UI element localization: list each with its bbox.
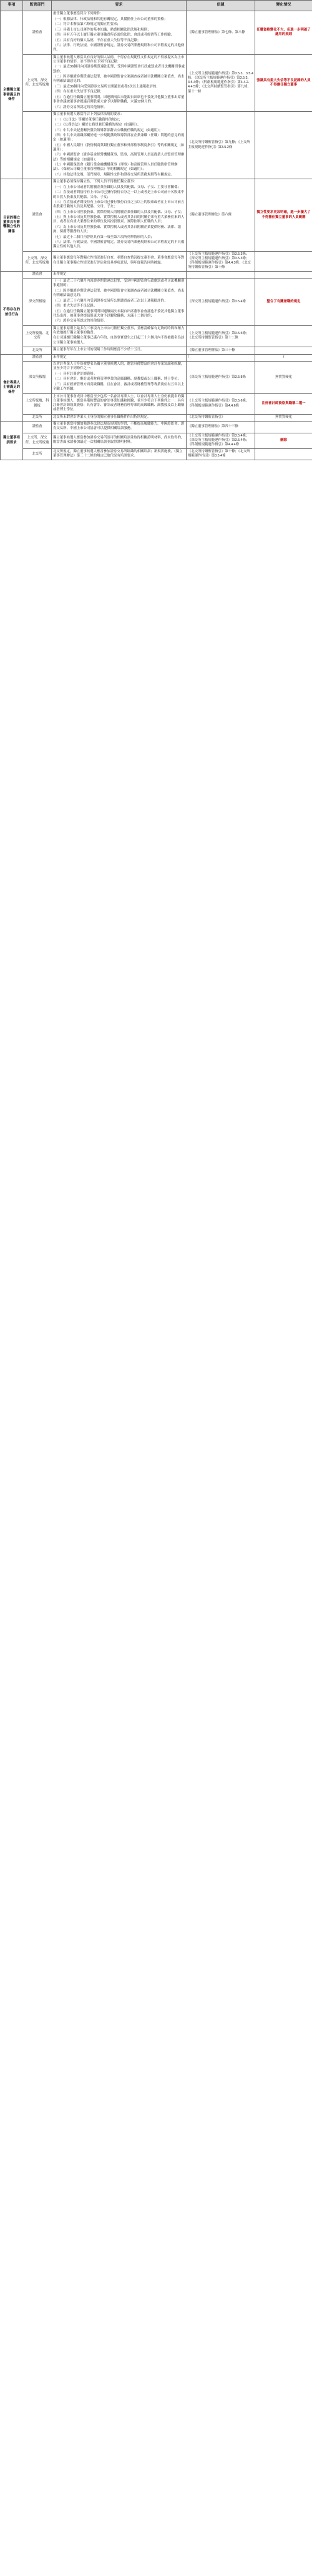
- requirement-paragraph: （六）證券交易所認定的其他情形。: [53, 105, 107, 109]
- item-cell: 不得存在的兼任行為: [1, 271, 23, 354]
- header-basis: 依據: [187, 1, 255, 11]
- basis-cell: 《獨立董事管理辦法》第三十條: [187, 347, 255, 355]
- requirement-paragraph: （四）在上市公司控股股東、實際控制人的附屬企業任職的人員及其配偶、父母、子女；: [53, 210, 185, 214]
- regulator-cell: 北交所: [23, 347, 52, 355]
- table-row: [1, 354, 312, 362]
- requirement-cell: [52, 279, 187, 326]
- requirement-paragraph: 獨立董事每年在上市公司的現場工作時間應當不少於十五日。: [53, 348, 144, 352]
- table-row: [1, 54, 312, 111]
- requirement-paragraph: （四）中共中央組織部關於進一步規範黨政領導幹部在企業兼職（任職）問題的意見的規定（如適用）；: [53, 134, 185, 142]
- basis-cell: 《上交所主板規範運作指引》第3.5.4條；《深交所主板規範運作指引》第3.5.4條；《科創板規範運作指引》第4.4.4條: [187, 433, 255, 448]
- requirement-paragraph: （三）在直接或者間接持有上市公司已發行股份百分之五以上的股東或者在上市公司前五名股東任職的人員及其配偶、父母、子女；: [53, 200, 185, 209]
- requirement-paragraph: （四）重大失信等不良記錄；: [53, 304, 97, 308]
- regulator-cell: 深交所板塊: [23, 279, 52, 326]
- requirement-paragraph: （四）存在重大失信等不良記錄；: [53, 90, 104, 94]
- requirement-paragraph: 獨立董事應當持續加強證券法律法規及規則的學習，不斷提高履職能力。中國證監會、證券交易所、中國上市公司協會可以提供相關培訓服務。: [53, 422, 185, 431]
- requirement-paragraph: （五）在過往任職獨立董事期間因連續兩次未親自出席董事會會議也不委託其他獨立董事代為出席，被董事會提請股東大會予以解除職務，未滿十二個月的；: [53, 309, 185, 318]
- regulator-cell: 證監會: [23, 179, 52, 252]
- regulator-cell: 北交所: [23, 448, 52, 460]
- table-row: [1, 422, 312, 433]
- requirement-paragraph: （二）因涉嫌證券期貨違法犯罪，被中國證監會立案調查或者被司法機關立案偵查，尚未有明確結論意見的；: [53, 289, 185, 298]
- requirement-paragraph: 上市公司董事會成員中應當至少包括一名會計專業人士。以會計專業人士身份被提名的獨立董事候選人，應當具備較豐富的會計專業知識和經驗，並至少符合下列條件之一：具有註冊會計師執業資格；具有會計、審計或者財務管理專業的高級職稱、副教授及以上職稱或者博士學位。: [53, 394, 185, 412]
- header-requirement: 要求: [52, 1, 187, 11]
- requirement-paragraph: 以會計專業人士身份被提名為獨立董事候選人的，應當具備豐富的會計專業知識和經驗，並至少符合下列條件之一：: [53, 362, 185, 371]
- basis-cell: 《上交所主板規範運作指引》第3.5.5條；《北交所持續監管指引》第十二條: [187, 325, 255, 347]
- requirement-paragraph: 未作規定: [53, 355, 67, 359]
- requirement-paragraph: 獨立董事必須保持獨立性。下列人員不得擔任獨立董事：: [53, 180, 137, 184]
- basis-cell: 《北交所持續監管指引》第十條；《北交所規範運作指引》第3.5.4條: [187, 448, 255, 460]
- change-cell: [255, 271, 312, 279]
- requirement-cell: [52, 433, 187, 448]
- requirement-paragraph: （八）法律、行政法規、中國證監會規定、證券交易所業務規則和公司章程規定的不具備獨立性的其他人員。: [53, 240, 185, 249]
- requirement-paragraph: （五）中國人民銀行《股份制商業銀行獨立董事和外部監事制度指引》等的相關規定（如適用）；: [53, 143, 185, 152]
- regulator-cell: 上交所、深交所、北交所板塊: [23, 251, 52, 271]
- basis-cell: 《北交所持續監管指引》第九條；《上交所主板規範運作指引》第3.5.2條: [187, 112, 255, 179]
- change-cell: 強調具有重大失信等不良記錄的人員不得擔任獨立董事: [255, 54, 312, 111]
- requirement-paragraph: （三）最近36個月內受到證券交易所公開譴責或者3次以上通報批評的；: [53, 84, 160, 89]
- requirement-cell: [52, 251, 187, 271]
- requirement-paragraph: 獨立董事候選人應當具有良好的個人品德，不得存在規範性文件規定的不得被提名為上市公司董事的情形，並不得存在下列不良記錄：: [53, 55, 185, 64]
- requirement-paragraph: 在公司連續任職獨立董事已滿六年的，自該事實發生之日起三十六個月內不得被提名為該公司獨立董事候選人。: [53, 336, 185, 345]
- change-cell: [255, 112, 312, 179]
- requirement-paragraph: （七）中國銀保監會《銀行業金融機構董事（理事）和高級管理人員任職資格管理辦法》、《保險公司獨立董事管理辦法》等的相關規定（如適用）；: [53, 163, 178, 172]
- item-cell: 全體獨立董事需滿足的條件: [1, 11, 23, 179]
- requirement-paragraph: 未作規定: [53, 272, 67, 276]
- requirement-cell: [52, 54, 187, 111]
- requirement-paragraph: （五）在過往任職獨立董事期間，因連續兩次未能親自出席也不委託其他獨立董事出席董事會會議被董事會提議召開股東大會予以解除職務，未滿12個月的；: [53, 95, 185, 104]
- requirement-paragraph: （二）具有會計、審計或者財務管理專業的高級職稱、副教授或以上職稱、博士學位；: [53, 377, 181, 382]
- change-cell: 任職資格變化不大，但進一步明確了適用的規則: [255, 11, 312, 55]
- requirement-paragraph: 獨立董事候選人應當符合下列法律法規的要求：: [53, 112, 124, 117]
- item-cell: 目前的獨立董事具有影響獨立性的關係: [1, 179, 23, 271]
- requirement-cell: [52, 347, 187, 355]
- table-row: [1, 271, 312, 279]
- requirement-cell: [52, 393, 187, 414]
- basis-cell: /: [187, 354, 255, 362]
- table-row: [1, 325, 312, 347]
- regulator-cell: 上交所、深交所、北交所板塊: [23, 433, 52, 448]
- requirement-paragraph: （八）其他法律法規、部門規章、規範性文件和證券交易所業務規則等有關規定。: [53, 172, 175, 177]
- basis-cell: 《獨立董事管理辦法》第四十三條: [187, 422, 255, 433]
- basis-cell: 《北交所持續監管指引》: [187, 414, 255, 422]
- requirement-paragraph: （七）最近十二個月內曾經具有第一項至第六項所列舉情形的人員；: [53, 235, 154, 239]
- header-change: 變化情況: [255, 1, 312, 11]
- basis-cell: 《深交所主板規範運作指引》第3.5.8條: [187, 362, 255, 393]
- requirement-paragraph: （六）法律、行政法規、中國證監會規定、證券交易所業務規則和公司章程規定的其他條件。: [53, 44, 185, 52]
- requirement-paragraph: （一）最近36個月內因證券期貨違法犯罪，受到中國證監會行政處罰或者司法機關刑事處罰的；: [53, 65, 185, 74]
- basis-cell: 《上交所主板規範運作指引》第3.5.3條；《深交所主板規範運作指引》第3.5.3條；《科創板規範運作指引》第4.4.3條；《北交所持續監管指引》第十條: [187, 251, 255, 271]
- requirement-paragraph: （三）中共中央紀委關於黨員領導幹部辭去公職後任職的規定（如適用）；: [53, 128, 163, 132]
- change-cell: 獨立性要求更加明確，進一步擴大了不得擔任獨立董事的人員範圍: [255, 179, 312, 252]
- table-row: [1, 112, 312, 179]
- requirement-paragraph: （二）直接或者間接持有上市公司已發行股份百分之一以上或者是上市公司前十名股東中的自然人股東及其配偶、父母、子女；: [53, 190, 185, 199]
- requirement-paragraph: 北交所規定，獨立董事候選人應當參加證券交易所組織的相關培訓；新規實施後，《獨立董事管理辦法》第三十二條的規定已取代原有培訓要求。: [53, 449, 183, 458]
- table-header-row: [1, 1, 312, 11]
- table-row: [1, 11, 312, 55]
- requirement-paragraph: （二）因涉嫌證券期貨違法犯罪，被中國證監會立案調查或者被司法機關立案偵查，尚未有明確結論意見的；: [53, 75, 185, 84]
- requirement-paragraph: （三）具備上市公司運作的基本知識，熟悉相關法律法規和規則；: [53, 27, 151, 32]
- requirement-cell: [52, 325, 187, 347]
- requirement-cell: [52, 11, 187, 55]
- requirement-paragraph: （一）在上市公司或者其附屬企業任職的人員及其配偶、父母、子女、主要社會關係；: [53, 185, 181, 189]
- header-regulator: 監管部門: [23, 1, 52, 11]
- change-cell: 刪除: [255, 433, 312, 448]
- requirement-paragraph: （六）中國證監會《證券基金經營機構董事、監事、高級管理人員及從業人員監督管理辦法》等的相關規定（如適用）；: [53, 153, 185, 162]
- requirement-paragraph: （一）具有註冊會計師資格；: [53, 372, 97, 376]
- requirement-paragraph: 獨立董事候選人應當參加證券交易所認可的相關培訓並取得相關證明材料，尚未取得的，應當書面承諾參加最近一次相關培訓並取得證明材料。: [53, 435, 185, 445]
- change-cell: 無實質變化: [255, 414, 312, 422]
- change-cell: [255, 422, 312, 433]
- table-row: [1, 279, 312, 326]
- requirement-paragraph: （二）符合本辦法第六條規定的獨立性要求；: [53, 22, 120, 26]
- regulator-cell: 上交所、深交所、北交所板塊: [23, 54, 52, 111]
- basis-cell: [187, 271, 255, 279]
- requirement-cell: [52, 112, 187, 179]
- requirement-paragraph: （六）證券交易所認定的其他情形。: [53, 319, 107, 323]
- requirement-paragraph: （五）與上市公司及其控股股東、實際控制人或者其各自的附屬企業有重大業務往來的人員，或者在有重大業務往來的單位及其控股股東、實際控制人任職的人員；: [53, 215, 185, 224]
- requirement-cell: [52, 179, 187, 252]
- basis-cell: 《獨立董事管理辦法》第六條: [187, 179, 255, 252]
- change-cell: 整合了有關兼職的規定: [255, 279, 312, 326]
- requirement-paragraph: （三）具有經濟管理方面高級職稱，且在會計、審計或者財務管理等專業崗位有五年以上全職工作經驗。: [53, 382, 185, 392]
- table-body: [1, 11, 312, 460]
- regulator-cell: 上交所板塊、科創板: [23, 393, 52, 414]
- requirement-paragraph: （二）《公務員法》關於公務員兼任職務的規定（如適用）；: [53, 123, 141, 127]
- requirement-cell: [52, 362, 187, 393]
- requirement-paragraph: （六）為上市公司及其控股股東、實際控制人或者其各自附屬企業提供財務、法律、諮詢、保薦等服務的人員；: [53, 225, 181, 234]
- table-row: [1, 179, 312, 252]
- basis-cell: 《深交所主板規範運作指引》第3.5.4條: [187, 279, 255, 326]
- change-cell: 注冊會計師資格與職稱二選一: [255, 393, 312, 414]
- regulator-cell: [23, 112, 52, 179]
- regulator-cell: 北交所: [23, 414, 52, 422]
- item-cell: 獨立董事培訓要求: [1, 422, 23, 460]
- requirement-paragraph: 獨立董事應當每年對獨立性情況進行自查，並將自查情況提交董事會。董事會應當每年對在任獨立董事獨立性情況進行評估並出具專項意見，與年度報告同時披露。: [53, 256, 185, 265]
- requirement-paragraph: 北交所未對會計專業人士身份的獨立董事任職條件作出特別規定。: [53, 415, 151, 419]
- requirement-paragraph: （一）根據法律、行政法規和其他有關規定，具備擔任上市公司董事的資格；: [53, 17, 168, 21]
- requirement-cell: [52, 354, 187, 362]
- requirement-paragraph: （三）最近三十六個月內受到證券交易所公開譴責或者三次以上通報批評的；: [53, 299, 168, 303]
- requirement-paragraph: （一）最近三十六個月內因證券期貨違法犯罪，受到中國證監會行政處罰或者司法機關刑事處罰的；: [53, 279, 185, 288]
- table-row: [1, 433, 312, 448]
- table-row: [1, 414, 312, 422]
- regulator-cell: 證監會: [23, 11, 52, 55]
- requirement-cell: [52, 414, 187, 422]
- requirement-cell: [52, 448, 187, 460]
- change-cell: /: [255, 354, 312, 362]
- header-item: 事項: [1, 1, 23, 11]
- table-row: [1, 347, 312, 355]
- regulator-cell: 證監會: [23, 422, 52, 433]
- basis-cell: 《獨立董事管理辦法》第七條、第八條: [187, 11, 255, 55]
- change-cell: [255, 347, 312, 355]
- item-cell: 會計專業人士需滿足的條件: [1, 354, 23, 422]
- regulator-cell: 深交所板塊: [23, 362, 52, 393]
- requirement-paragraph: （四）具有五年以上履行獨立董事職責所必需的法律、會計或者經濟等工作經驗；: [53, 33, 175, 37]
- change-cell: [255, 251, 312, 271]
- regulation-comparison-table: [0, 0, 312, 460]
- regulator-cell: 證監會: [23, 354, 52, 362]
- requirement-paragraph: （五）具有良好的個人品德，不存在重大失信等不良記錄；: [53, 38, 141, 42]
- regulator-cell: 上交所板塊、北交所: [23, 325, 52, 347]
- regulator-cell: 證監會: [23, 271, 52, 279]
- requirement-paragraph: （一）《公司法》等關於董事任職資格的規定；: [53, 117, 122, 122]
- requirement-paragraph: 擔任獨立董事應當符合下列條件：: [53, 12, 104, 16]
- change-cell: [255, 325, 312, 347]
- requirement-cell: [52, 422, 187, 433]
- requirement-cell: [52, 271, 187, 279]
- change-cell: [255, 448, 312, 460]
- basis-cell: 《上交所主板規範運作指引》第3.5.6條；《科創板規範運作指引》第4.4.6條: [187, 393, 255, 414]
- table-row: [1, 448, 312, 460]
- basis-cell: 《上交所主板規範運作指引》第3.5.3、3.5.4條；《深交所主板規範運作指引》第3.5.3、3.5.4條；《科創板規範運作指引》第4.4.2、4.4.5條；《北交所持續監管指引》第九條、第十一條: [187, 54, 255, 111]
- requirement-paragraph: 獨立董事原則上最多在三家境內上市公司擔任獨立董事，並應當確保有足夠的時間和精力有效地履行獨立董事的職責。: [53, 326, 185, 335]
- change-cell: 無實質變化: [255, 362, 312, 393]
- table-row: [1, 393, 312, 414]
- table-row: [1, 362, 312, 393]
- table-row: [1, 251, 312, 271]
